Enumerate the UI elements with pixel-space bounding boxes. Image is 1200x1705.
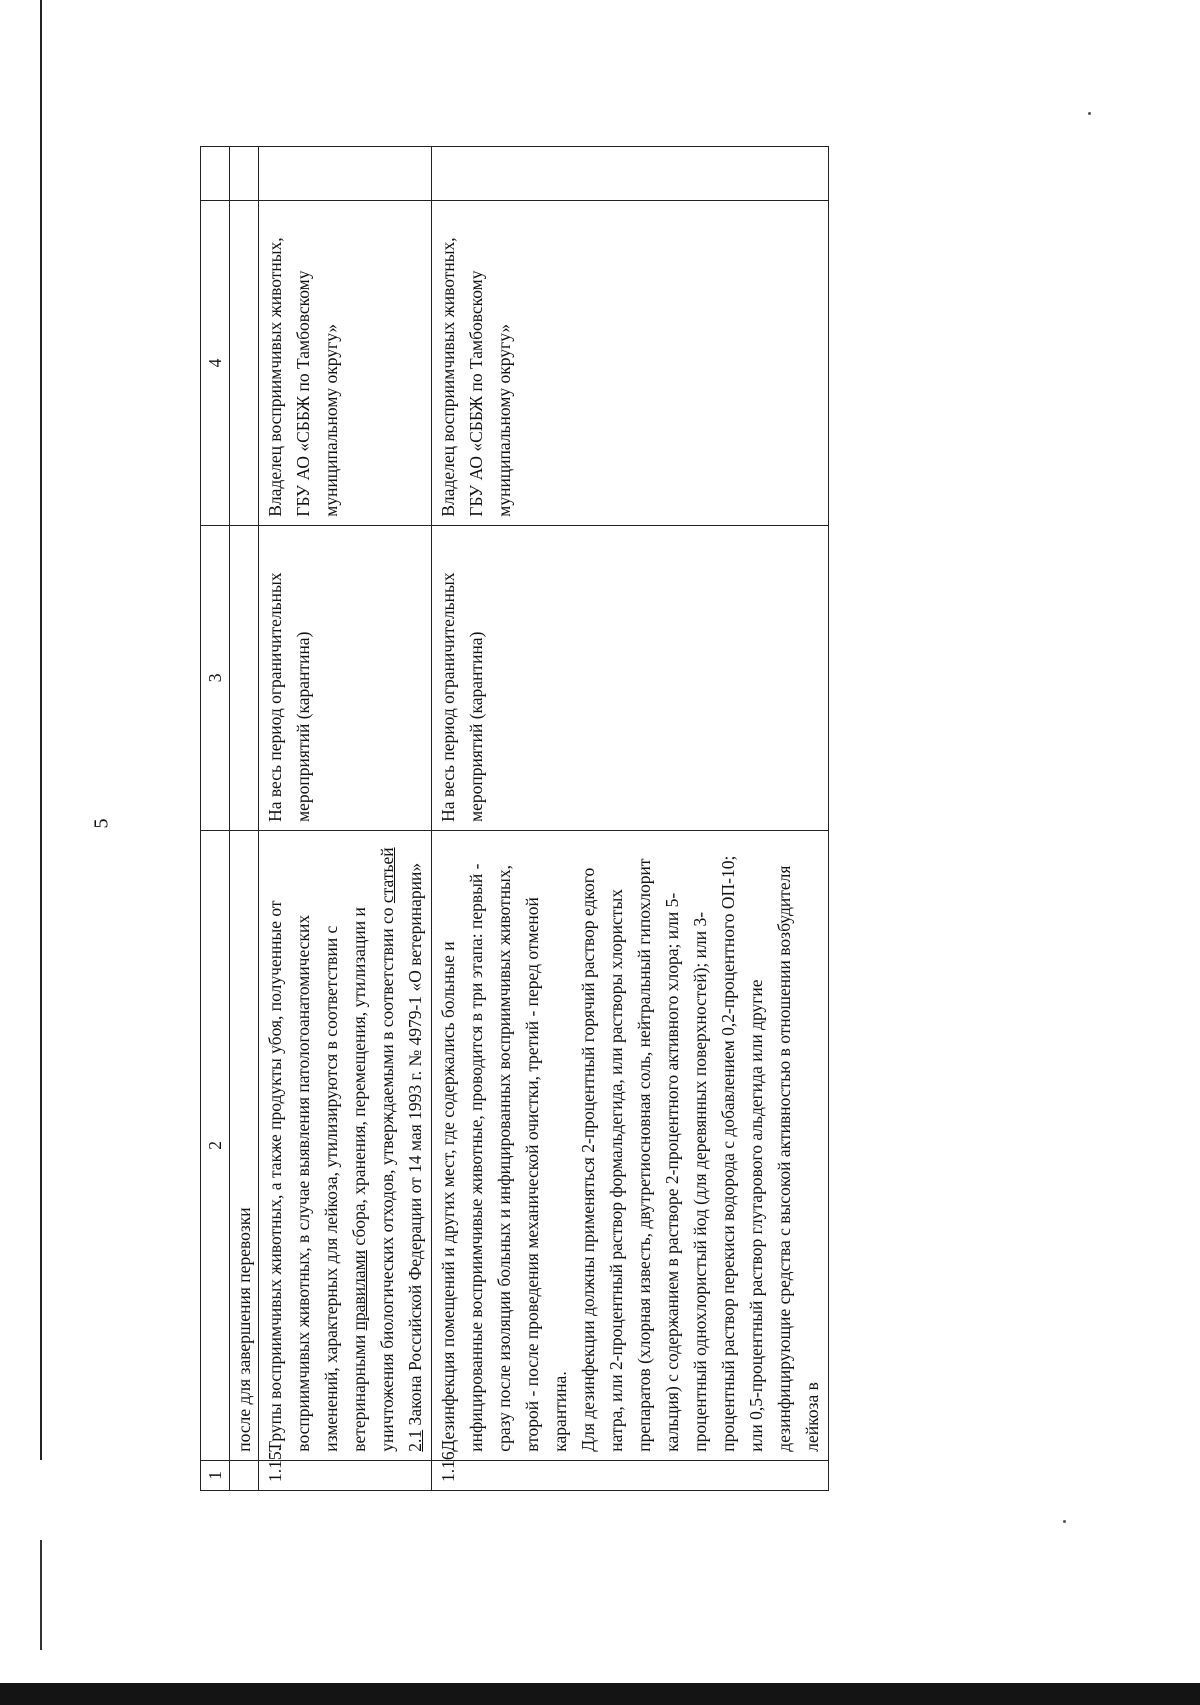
measure-paragraph-1: Дезинфекция помещений и других мест, где содержались больные и инфицированные восприимчивые животные, проводится в три этапа: первый - сразу после изоляции больных и инфицированных восприимчивых животных, второй - после проведения механической очистки, третий - перед отменой карантина. [438,863,570,1452]
rules-link[interactable]: правилами [349,1249,369,1331]
header-cell-2: 2 [201,830,230,1460]
scan-left-edge-mark [40,1540,42,1650]
header-cell-1: 1 [201,1460,230,1490]
row-number: 1.16. [432,1460,829,1490]
scan-left-edge [40,0,42,1460]
scan-bottom-edge [0,1683,1200,1705]
measure-text-part: сбора, хранения, перемещения, утилизации и уничтожения биологических отходов, утверждаемыми в соответствии со [349,903,397,1452]
empty-cell [259,147,432,201]
rotated-page [200,146,1050,1491]
table-row [432,147,829,1491]
article-link[interactable]: статьей 2.1 [377,847,425,1452]
continuation-num-cell [230,1460,259,1490]
period-text: На весь период ограничительных мероприятий (карантина) [259,525,432,830]
header-cell-3: 3 [201,525,230,830]
responsible-text: Владелец восприимчивых животных, ГБУ АО «СББЖ по Тамбовскому муниципальному округу» [259,201,432,526]
measures-table [200,146,829,1491]
continuation-responsible-cell [230,201,259,526]
continuation-period-cell [230,525,259,830]
measure-text [432,830,829,1460]
continuation-text: после для завершения перевозки [230,830,259,1460]
scan-speck [1063,1520,1066,1523]
table-row [259,147,432,1491]
row-number: 1.15. [259,1460,432,1490]
responsible-text: Владелец восприимчивых животных, ГБУ АО «СББЖ по Тамбовскому муниципальному округу» [432,201,829,526]
measure-text-part: Закона Российской Федерации от 14 мая 1993 г. № 4979-1 «О ветеринарии» [405,862,425,1430]
continuation-empty-cell [230,147,259,201]
header-cell-empty [201,147,230,201]
empty-cell [432,147,829,201]
header-cell-4: 4 [201,201,230,526]
measure-paragraph-2: Для дезинфекции должны применяться 2-процентный горячий раствор едкого натра, или 2-процентный раствор формальдегида, или растворы хлористых препаратов (хлорная известь, двутретиосновная соль, нейтральный гипохлорит кальция) с содержанием в растворе 2-процентного активного хлора; или 5-процентный однохлористый йод (для деревянных поверхностей); или 3-процентный раствор перекиси водорода с добавлением 0,2-процентного ОП-10; или 0,5-процентный раствор глутарового альдегида или другие дезинфицирующие средства с высокой активностью в отношении возбудителя лейкоза в [578,855,822,1452]
page-number: 5 [90,818,113,829]
table-header-row [201,147,230,1491]
continuation-row [230,147,259,1491]
measure-text-part: Трупы восприимчивых животных, а также продукты убоя, полученные от восприимчивых животных, в случае выявления патологоанатомических изменений, характерных для лейкоза, утилизируются в соответствии с ветеринарными [265,900,369,1452]
measure-text [259,830,432,1460]
scan-speck [1088,112,1091,115]
period-text: На весь период ограничительных мероприятий (карантина) [432,525,829,830]
